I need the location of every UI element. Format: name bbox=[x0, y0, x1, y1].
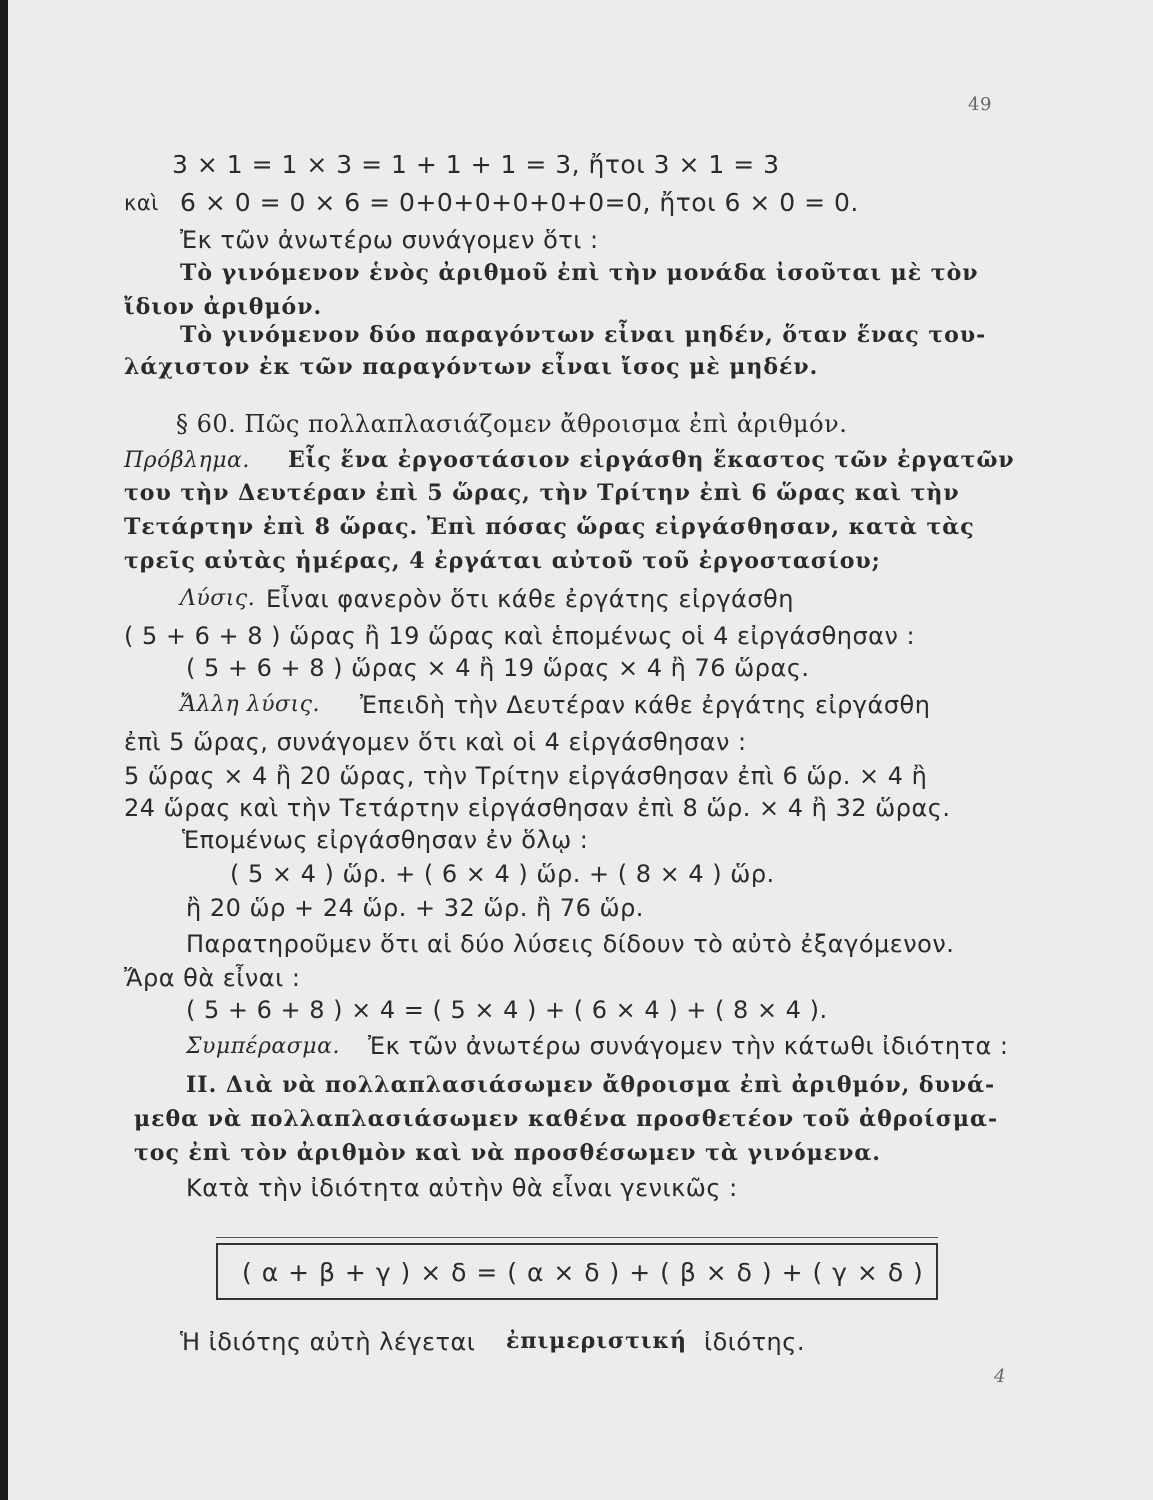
page-number-bottom: 4 bbox=[994, 1366, 1006, 1387]
alt-line-2: ἐπὶ 5 ὥρας, συνάγομεν ὅτι καὶ οἱ 4 εἰργάσθησαν : bbox=[124, 728, 747, 756]
and-word: καὶ bbox=[124, 191, 159, 215]
page-binding-edge bbox=[0, 0, 8, 1500]
solution-line-3: ( 5 + 6 + 8 ) ὥρας × 4 ἢ 19 ὥρας × 4 ἢ 76 ὥρας. bbox=[186, 654, 810, 682]
rule-1-line-b: ἴδιον ἀριθμόν. bbox=[124, 294, 323, 320]
alt-solution-label: Ἄλλη λύσις. bbox=[180, 692, 320, 717]
formula-box-bottom-border bbox=[216, 1298, 938, 1300]
solution-line-1: Εἶναι φανερὸν ὅτι κάθε ἐργάτης εἰργάσθη bbox=[266, 585, 794, 613]
rule-1-line-a: Τὸ γινόμενον ἑνὸς ἀριθμοῦ ἐπὶ τὴν μονάδα ἰσοῦται μὲ τὸν bbox=[180, 260, 979, 286]
section-title: § 60. Πῶς πολλαπλασιάζομεν ἄθροισμα ἐπὶ ἀριθμόν. bbox=[176, 410, 848, 438]
alt-line-1: Ἐπειδὴ τὴν Δευτέραν κάθε ἐργάτης εἰργάσθη bbox=[360, 691, 931, 719]
alt-line-7: ἢ 20 ὥρ + 24 ὥρ. + 32 ὥρ. ἢ 76 ὥρ. bbox=[186, 894, 644, 922]
alt-line-5: Ἑπομένως εἰργάσθησαν ἐν ὅλῳ : bbox=[182, 826, 589, 854]
distributive-formula: ( α + β + γ ) × δ = ( α × δ ) + ( β × δ ) + ( γ × δ ) bbox=[242, 1258, 924, 1287]
conclusion-line-1: Ἐκ τῶν ἀνωτέρω συνάγομεν τὴν κάτωθι ἰδιότητα : bbox=[368, 1032, 1009, 1060]
problem-line-2: του τὴν Δευτέραν ἐπὶ 5 ὥρας, τὴν Τρίτην ἐπὶ 6 ὥρας καὶ τὴν bbox=[124, 480, 960, 506]
solution-label: Λύσις. bbox=[180, 586, 256, 611]
observation-line-1: Παρατηροῦμεν ὅτι αἱ δύο λύσεις δίδουν τὸ αὐτὸ ἐξαγόμενον. bbox=[186, 930, 955, 958]
alt-line-6: ( 5 × 4 ) ὥρ. + ( 6 × 4 ) ὥρ. + ( 8 × 4 ) ὥρ. bbox=[230, 860, 775, 888]
equation-line-2: 6 × 0 = 0 × 6 = 0+0+0+0+0+0=0, ἤτοι 6 × 0 = 0. bbox=[180, 188, 859, 217]
property-line-2: μεθα νὰ πολλαπλασιάσωμεν καθένα προσθετέον τοῦ ἀθροίσμα- bbox=[134, 1106, 999, 1132]
problem-line-4: τρεῖς αὐτὰς ἡμέρας, 4 ἐργάται αὐτοῦ τοῦ ἐργοστασίου; bbox=[124, 548, 881, 574]
final-text-c: ἰδιότης. bbox=[704, 1328, 805, 1356]
solution-line-2: ( 5 + 6 + 8 ) ὥρας ἢ 19 ὥρας καὶ ἑπομένως οἱ 4 εἰργάσθησαν : bbox=[124, 622, 916, 650]
page-number-top: 49 bbox=[968, 94, 992, 115]
observation-line-3: ( 5 + 6 + 8 ) × 4 = ( 5 × 4 ) + ( 6 × 4 ) + ( 8 × 4 ). bbox=[186, 996, 828, 1024]
property-line-1: ΙΙ. Διὰ νὰ πολλαπλασιάσωμεν ἄθροισμα ἐπὶ ἀριθμόν, δυνά- bbox=[186, 1072, 996, 1098]
formula-box-top-border bbox=[216, 1243, 938, 1245]
problem-line-1: Εἷς ἕνα ἐργοστάσιον εἰργάσθη ἕκαστος τῶν ἐργατῶν bbox=[288, 447, 1015, 473]
conclusion-label: Συμπέρασμα. bbox=[186, 1034, 340, 1059]
general-text: Κατὰ τὴν ἰδιότητα αὐτὴν θὰ εἶναι γενικῶς : bbox=[186, 1174, 738, 1202]
problem-label: Πρόβλημα. bbox=[124, 448, 250, 473]
alt-line-3: 5 ὥρας × 4 ἢ 20 ὥρας, τὴν Τρίτην εἰργάσθησαν ἐπὶ 6 ὥρ. × 4 ἢ bbox=[124, 762, 928, 790]
observation-line-2: Ἄρα θὰ εἶναι : bbox=[124, 964, 301, 992]
alt-line-4: 24 ὥρας καὶ τὴν Τετάρτην εἰργάσθησαν ἐπὶ 8 ὥρ. × 4 ἢ 32 ὥρας. bbox=[124, 794, 951, 822]
equation-line-1: 3 × 1 = 1 × 3 = 1 + 1 + 1 = 3, ἤτοι 3 × 1 = 3 bbox=[172, 150, 780, 179]
problem-line-3: Τετάρτην ἐπὶ 8 ὥρας. Ἐπὶ πόσας ὥρας εἰργάσθησαν, κατὰ τὰς bbox=[124, 514, 975, 540]
rule-2-line-b: λάχιστον ἐκ τῶν παραγόντων εἶναι ἴσος μὲ μηδέν. bbox=[124, 354, 819, 380]
final-text-term: ἐπιμεριστική bbox=[506, 1328, 688, 1354]
formula-box-outer-rule bbox=[216, 1237, 938, 1238]
intro-text: Ἐκ τῶν ἀνωτέρω συνάγομεν ὅτι : bbox=[180, 226, 599, 254]
final-text-a: Ἡ ἰδιότης αὐτὴ λέγεται bbox=[180, 1328, 476, 1356]
property-line-3: τος ἐπὶ τὸν ἀριθμὸν καὶ νὰ προσθέσωμεν τὰ γινόμενα. bbox=[134, 1140, 881, 1166]
rule-2-line-a: Τὸ γινόμενον δύο παραγόντων εἶναι μηδέν, ὅταν ἕνας του- bbox=[180, 322, 987, 348]
